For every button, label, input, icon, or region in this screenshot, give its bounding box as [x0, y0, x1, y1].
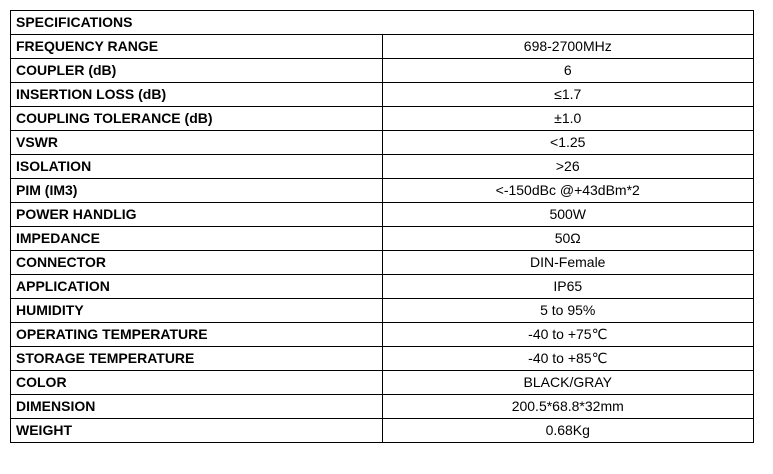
table-row	[11, 107, 754, 131]
table-row	[11, 275, 754, 299]
spec-value: DIN-Female	[382, 251, 754, 275]
spec-value: -40 to +75℃	[382, 323, 754, 347]
specifications-table	[10, 10, 754, 443]
spec-value: 200.5*68.8*32mm	[382, 395, 754, 419]
table-row	[11, 251, 754, 275]
spec-parameter-label: DIMENSION	[11, 395, 383, 419]
table-row	[11, 395, 754, 419]
table-row	[11, 155, 754, 179]
spec-value: ±1.0	[382, 107, 754, 131]
spec-parameter-label: VSWR	[11, 131, 383, 155]
spec-parameter-label: COLOR	[11, 371, 383, 395]
spec-parameter-label: WEIGHT	[11, 419, 383, 443]
table-row	[11, 203, 754, 227]
spec-value: IP65	[382, 275, 754, 299]
spec-value: 698-2700MHz	[382, 35, 754, 59]
table-row	[11, 59, 754, 83]
spec-value: -40 to +85℃	[382, 347, 754, 371]
spec-value: 5 to 95%	[382, 299, 754, 323]
spec-parameter-label: COUPLING TOLERANCE (dB)	[11, 107, 383, 131]
spec-value: 6	[382, 59, 754, 83]
table-row	[11, 83, 754, 107]
table-row	[11, 323, 754, 347]
table-header-row	[11, 11, 754, 35]
spec-value: <-150dBc @+43dBm*2	[382, 179, 754, 203]
spec-parameter-label: POWER HANDLIG	[11, 203, 383, 227]
table-row	[11, 347, 754, 371]
spec-value: 50Ω	[382, 227, 754, 251]
spec-parameter-label: CONNECTOR	[11, 251, 383, 275]
spec-parameter-label: INSERTION LOSS (dB)	[11, 83, 383, 107]
spec-parameter-label: OPERATING TEMPERATURE	[11, 323, 383, 347]
table-row	[11, 35, 754, 59]
table-title: SPECIFICATIONS	[11, 11, 754, 35]
spec-parameter-label: STORAGE TEMPERATURE	[11, 347, 383, 371]
table-row	[11, 227, 754, 251]
spec-parameter-label: FREQUENCY RANGE	[11, 35, 383, 59]
spec-parameter-label: IMPEDANCE	[11, 227, 383, 251]
spec-value: 0.68Kg	[382, 419, 754, 443]
table-row	[11, 371, 754, 395]
spec-parameter-label: PIM (IM3)	[11, 179, 383, 203]
spec-parameter-label: HUMIDITY	[11, 299, 383, 323]
table-row	[11, 419, 754, 443]
table-row	[11, 299, 754, 323]
spec-parameter-label: APPLICATION	[11, 275, 383, 299]
spec-value: ≤1.7	[382, 83, 754, 107]
spec-parameter-label: COUPLER (dB)	[11, 59, 383, 83]
table-row	[11, 179, 754, 203]
spec-value: <1.25	[382, 131, 754, 155]
spec-value: BLACK/GRAY	[382, 371, 754, 395]
spec-value: >26	[382, 155, 754, 179]
spec-parameter-label: ISOLATION	[11, 155, 383, 179]
table-row	[11, 131, 754, 155]
spec-value: 500W	[382, 203, 754, 227]
